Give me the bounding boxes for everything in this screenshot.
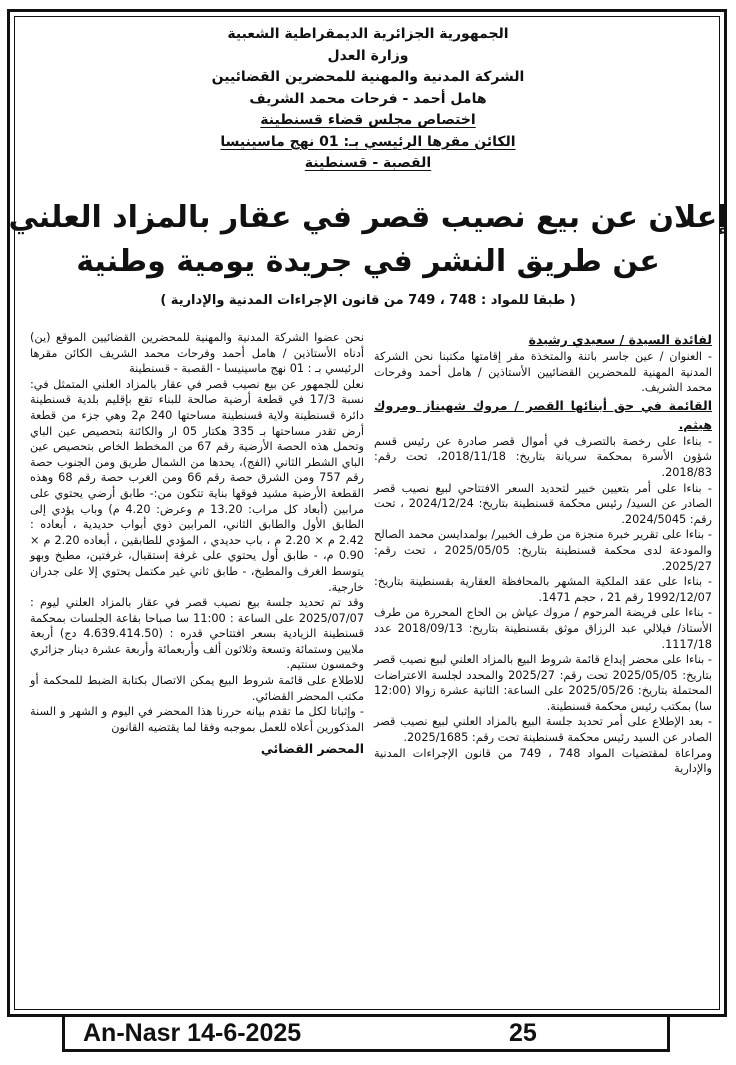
- paragraph: - بناءا على عقد الملكية المشهر بالمحافظة العقارية بقسنطينة بتاريخ: 1992/12/07 رقم 21 ، حجم 1471.: [374, 575, 712, 604]
- paragraph: - بناءا على رخصة بالتصرف في أموال قصر صادرة عن رئيس قسم شؤون الأسرة بمحكمة سريانة بتاريخ: 2018/11/18، تحت رقم: 2018/83.: [374, 434, 712, 479]
- header-line-city: القصبة - قسنطينة: [304, 155, 432, 171]
- paragraph: - بعد الإطلاع على أمر تحديد جلسة البيع بالمزاد العلني لبيع نصيب قصر الصادر عن السيد رئيس محكمة قسنطينة تحت رقم: 2025/1685.: [374, 715, 712, 745]
- paragraph: للاطلاع على قائمة شروط البيع يمكن الاتصال بكتابة الضبط للمحكمة أو مكتب المحضر القضائي.: [30, 674, 364, 703]
- header-line-ministry: وزارة العدل: [327, 47, 409, 64]
- paragraph: نعلن للجمهور عن بيع نصيب قصر في عقار بالمزاد العلني المتمثل في: نسبة 17/3 في قطعة أرضية صالحة للبناء تقع بإقليم بلدية قسنطينة دائرة قسنطينة ولاية قسنطينة مساحتها 240 م2 وهي جزء من قطعة أرض تقدر مساحتها بـ 335 هكتار 05 ار والكائنة بتحصيص عين الباي وتحمل هذه الحصة الأرضية رقم 67 من المخطط الخاص بتحصيص عين الباي الشطر الثاني (الفج)، يحدها من الشمال طريق ومن الجنوب حصة رقم 757 ومن الشرق حصة رقم 66 ومن الغرب حصة رقم 68 وهذه القطعة الأرضية مشيد فوقها بناية تتكون من:- طابق أرضي يحتوي على مرابين (أبعاد كل مراب: 13.20 م وعرض: 4.20 م) وباب يؤدي إلى الطابق الأول والطابق الثاني، المرابين ذوي أبواب حديدية ، أبعاده : 2.42 م × 2.20 م ، باب حديدي ، المؤدي للطابقين ، أبعاده 2.20 م × 0.90 م، - طابق أول يحتوي على غرفة إستقبال، غرفتين، مطبخ وبهو يتوسط الغرف والمطبخ، - طابق ثاني غير مكتمل يحتوي إلا على جدران خارجية.: [30, 377, 364, 594]
- paragraph: - بناءا على فريضة المرحوم / مروك عياش بن الحاج المحررة من طرف الأستاذ/ فيلالي عبد الرزاق موثق بقسنطينة بتاريخ: 2018/09/13 عدد 1117/18.: [374, 606, 712, 651]
- header-line-address: الكائن مقرها الرئيسي بـ: 01 نهج ماسينيسا: [220, 133, 516, 150]
- signature: المحضر القضائي: [260, 741, 364, 757]
- header-line-bailiffs: هامل أحمد - فرحات محمد الشريف: [249, 90, 487, 107]
- footer-bar: [62, 1014, 670, 1052]
- paragraph: ومراعاة لمقتضيات المواد 748 ، 749 من قانون الإجراءات المدنية والإدارية: [374, 746, 712, 776]
- title-line-2: عن طريق النشر في جريدة يومية وطنية: [76, 244, 660, 279]
- paragraph: - بناءا على تقرير خبرة منجزة من طرف الخبير/ بولمدايسن محمد الصالح والمودعة لدى محكمة قسنطينة بتاريخ: 2025/05/05 ، تحت رقم: 2025/27.: [374, 528, 712, 573]
- page-number: 25: [509, 1019, 537, 1047]
- header-line-republic: الجمهورية الجزائرية الديمقراطية الشعبية: [227, 26, 509, 42]
- left-column: [30, 330, 364, 757]
- announcement-title: [0, 196, 736, 284]
- legal-reference: ( طبقا للمواد : 748 ، 749 من قانون الإجراءات المدنية والإدارية ): [160, 293, 576, 308]
- paragraph: - بناءا على محضر إيداع قائمة شروط البيع بالمزاد العلني لبيع نصيب قصر بتاريخ: 2025/05/05 تحت رقم: 2025/27 والمحدد لجلسة الاعتراضات المحتملة بتاريخ: 2025/05/26 على الساعة: الثانية عشرة زوالا (12:00 سا) بمكتب رئيس محكمة قسنطينة.: [374, 653, 712, 713]
- header-line-jurisdiction: اختصاص مجلس قضاء قسنطينة: [260, 112, 476, 128]
- paragraph: - وإثباتا لكل ما تقدم بيانه حررنا هذا المحضر في اليوم و الشهر و السنة المذكورين أعلاه للعمل بموجبه وفقا لما يقتضيه القانون: [30, 705, 364, 734]
- beneficiary-address: - العنوان / عين جاسر باتنة والمتخذة مقر إقامتها مكتبنا نحن الشركة المدنية المهنية للمحضرين القضائيين الأستاذين / هامل أحمد وفرحات محمد الشريف.: [374, 350, 712, 395]
- beneficiary: لفائدة السيدة / سعيدي رشيدة: [528, 332, 712, 347]
- header-block: [0, 24, 736, 175]
- minors-party: القائمة في حق أبنائها القصر / مروك شهيناز ومروك هيثم.: [374, 397, 712, 432]
- title-line-1: إعلان عن بيع نصيب قصر في عقار بالمزاد العلني: [8, 200, 728, 235]
- header-line-company: الشركة المدنية والمهنية للمحضرين القضائيين: [211, 69, 525, 85]
- publication-date: An-Nasr 14-6-2025: [83, 1019, 302, 1047]
- paragraph: وقد تم تحديد جلسة بيع نصيب قصر في عقار بالمزاد العلني ليوم : 2025/07/07 على الساعة : 11:00 سا صباحا بقاعة الجلسات بمحكمة قسنطينة الزيادية بسعر افتتاحي قدره : (4.639.414.50 دج) أربعة ملايين وستمائة وتسعة وثلاثون ألف وأربعمائة وأربعة عشرة دينار جزائري وخمسون سنتيم.: [30, 596, 365, 672]
- paragraph: - بناءا على أمر بتعيين خبير لتحديد السعر الافتتاحي لبيع نصيب قصر الصادر عن السيد/ رئيس محكمة قسنطينة بتاريخ: 2024/12/24 ، تحت رقم: 2024/5045.: [374, 481, 712, 526]
- paragraph: نحن عضوا الشركة المدنية والمهنية للمحضرين القضائيين الموقع (ين) أدناه الأستاذين / هامل أحمد وفرحات محمد الشريف الكائن مقرها الرئيسي بـ : 01 نهج ماسينيسا - القصبة - قسنطينة: [30, 331, 364, 376]
- right-column: [374, 330, 712, 777]
